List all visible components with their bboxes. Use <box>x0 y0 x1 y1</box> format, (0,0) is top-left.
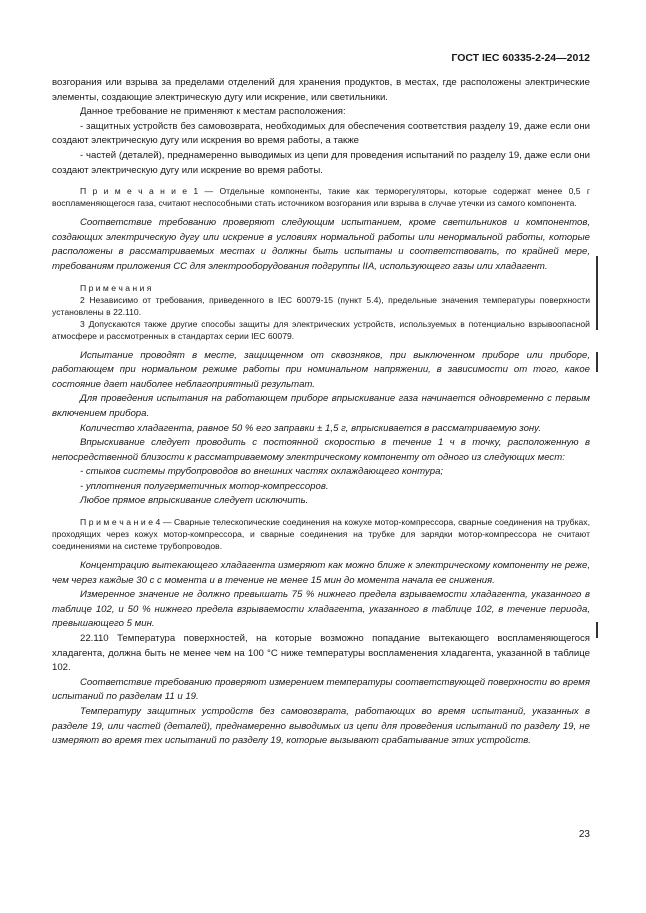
body-paragraph: - защитных устройств без самовозврата, необходимых для обеспечения соответствия разделу 19, даже если они создают электрическую дугу или искрения во время работы, а также <box>52 120 590 147</box>
paragraph-spacer <box>52 509 590 516</box>
paragraph-spacer <box>52 342 590 349</box>
page-number: 23 <box>578 829 590 840</box>
body-paragraph: - уплотнения полугерметичных мотор-компрессоров. <box>80 480 329 492</box>
body-paragraph: Температуру защитных устройств без самовозврата, работающих во время испытаний, указанных в разделе 19, или частей (деталей), преднамеренно выводимых из цепи для проведения испытаний по разделу 19, не измеряют во время тех испытаний по разделу 19, которые вызывают срабатывание этих устройств. <box>52 706 590 747</box>
note-paragraph: П р и м е ч а н и я <box>80 282 152 293</box>
body-paragraph: возгорания или взрыва за пределами отделений для хранения продуктов, в местах, где расположены электрические элементы, создающие электрическую дугу или искрение, или светильники. <box>52 77 590 103</box>
body-paragraph: Любое прямое впрыскивание следует исключить. <box>80 495 309 507</box>
paragraph-spacer <box>52 275 590 282</box>
body-paragraph: Для проведения испытания на работающем приборе впрыскивание газа начинается одновременно с первым включением прибора. <box>52 393 590 419</box>
body-paragraph: Данное требование не применяют к местам расположения: <box>80 106 346 118</box>
body-paragraph: Измеренное значение не должно превышать 75 % нижнего предела взрываемости хладагента, указанного в таблице 102, и 50 % нижнего предела взрываемости хладагента, указанного в таблице 102, в течение периода, превышающего 5 мин. <box>52 589 590 630</box>
body-paragraph: - стыков системы трубопроводов во внешних частях охлаждающего контура; <box>80 466 444 478</box>
paragraph-spacer <box>52 552 590 559</box>
change-bar <box>596 622 598 638</box>
document-header: ГОСТ IEC 60335-2-24—2012 <box>451 52 590 64</box>
body-paragraph: Соответствие требованию проверяют следующим испытанием, кроме светильников и компонентов, создающих электрическую дугу или искрение в условиях нормальной работы или ненормальной работы, которые расположены в рассматриваемых местах и должны быть испытаны и соответствовать, по крайней мере, требованиям приложения СС для электрооборудования подгруппы IIA, использующего газы или хладагент. <box>52 217 590 272</box>
change-bar <box>596 256 598 330</box>
body-paragraph: Впрыскивание следует проводить с постоянной скоростью в течение 1 ч в точку, расположенную в непосредственной близости к рассматриваемому электрическому компоненту от одного из следующих мест: <box>52 437 590 463</box>
body-paragraph: Соответствие требованию проверяют измерением температуры соответствующей поверхности во время испытаний по разделам 11 и 19. <box>52 676 590 703</box>
body-paragraph: Испытание проводят в месте, защищенном от сквозняков, при выключенном приборе или приборе, работающем при нормальном режиме работы при номинальном напряжении, в зависимости от того, какое состояние дает наиболее неблагоприятный результат. <box>52 349 590 390</box>
paragraph-spacer <box>52 209 590 216</box>
body-paragraph: Концентрацию вытекающего хладагента измеряют как можно ближе к электрическому компоненту не реже, чем через каждые 30 с с момента и в течение не менее 15 мин до момента начала ее снижения. <box>52 560 590 586</box>
body-paragraph: - частей (деталей), преднамеренно выводимых из цепи для проведения испытаний по разделу 19, даже если они создают электрическую дугу или искрение во время работы. <box>52 149 590 176</box>
paragraph-spacer <box>52 178 590 185</box>
body-paragraph: Количество хладагента, равное 50 % его заправки ± 1,5 г, впрыскивается в рассматриваемую зону. <box>80 422 541 434</box>
document-body <box>52 76 590 749</box>
note-paragraph: П р и м е ч а н и е 4 — Сварные телескопические соединения на кожухе мотор-компрессора, сварные соединения на трубках, проходящих через кожух мотор-компрессора, и сварные соединения на трубке для зарядки мотор-компрессора не считают соединениями на системе трубопроводов. <box>52 517 590 552</box>
note-paragraph: 2 Независимо от требования, приведенного в IEC 60079-15 (пункт 5.4), предельные значения температуры поверхности установлены в 22.110. <box>52 294 590 317</box>
note-paragraph: П р и м е ч а н и е 1 — Отдельные компоненты, такие как терморегуляторы, которые содержат менее 0,5 г воспламеняющегося газа, считают неспособными стать источником возгорания или взрыва в случае утечки из самого компонента. <box>52 186 590 209</box>
change-bar <box>596 352 598 372</box>
note-paragraph: 3 Допускаются также другие способы защиты для электрических устройств, используемых в потенциально взрывоопасной атмосфере и рассмотренных в стандартах серии IEC 60079. <box>52 318 590 341</box>
body-paragraph: 22.110 Температура поверхностей, на которые возможно попадание вытекающего воспламеняющегося хладагента, должна быть не менее чем на 100 °С ниже температуры воспламенения хладагента, указанной в таблице 102. <box>52 633 590 674</box>
